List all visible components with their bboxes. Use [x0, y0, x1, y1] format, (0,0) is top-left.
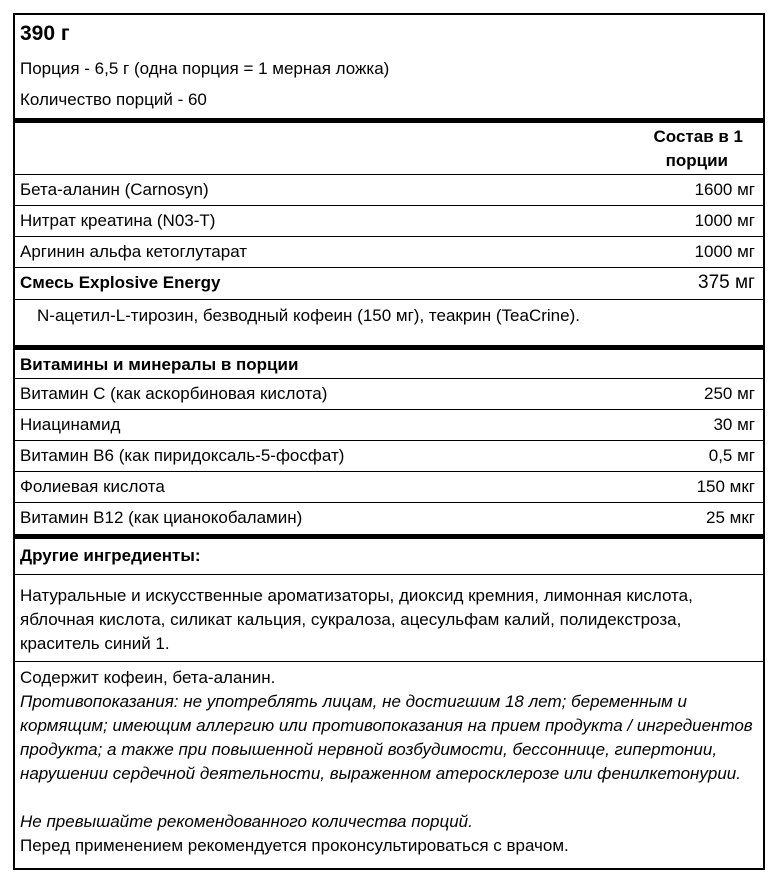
supplement-facts-panel	[13, 13, 765, 870]
ingredient-amount: 1000 мг	[694, 211, 755, 230]
other-ingredients-text: Натуральные и искусственные ароматизаторы, диоксид кремния, лимонная кислота, яблочная кислота, силикат кальция, сукралоза, ацесульфам калий, полидекстроза, краситель синий 1.	[20, 586, 693, 653]
blend-row	[15, 267, 763, 299]
ingredient-amount: 1600 мг	[694, 180, 755, 199]
vitamin-name: Ниацинамид	[20, 415, 121, 434]
vitamin-amount: 250 мг	[704, 384, 755, 403]
warnings-section	[15, 661, 763, 870]
blend-amount: 375 мг	[698, 272, 755, 293]
table-row	[15, 502, 763, 534]
dose-warning: Не превышайте рекомендованного количества порций.	[20, 812, 473, 831]
blend-name: Смесь Explosive Energy	[20, 273, 221, 292]
table-row	[15, 440, 763, 471]
vitamin-name: Витамин С (как аскорбиновая кислота)	[20, 384, 328, 403]
ingredient-name: Бета-аланин (Carnosyn)	[20, 180, 209, 199]
ingredient-amount: 1000 мг	[694, 242, 755, 261]
composition-header	[15, 118, 763, 174]
contraindications-text: Противопоказания: не употреблять лицам, не достигшим 18 лет; беременным и кормящим; имеющим аллергию или противопоказания на прием продукта / ингредиентов продукта; а также при повышенной нервной возбудимости, бессоннице, гипертонии, нарушении сердечной деятельности, выраженном атеросклерозе или фенилкетонурии.	[20, 692, 753, 783]
vitamins-header	[15, 345, 763, 378]
net-weight: 390 г	[20, 22, 70, 45]
blend-components: N-ацетил-L-тирозин, безводный кофеин (150 мг), теакрин (TeaCrine).	[37, 306, 580, 325]
vitamin-name: Витамин В12 (как цианокобаламин)	[20, 508, 303, 527]
header-section	[15, 15, 763, 118]
vitamin-amount: 0,5 мг	[708, 446, 755, 465]
ingredient-name: Нитрат креатина (N03-T)	[20, 211, 216, 230]
table-row	[15, 205, 763, 236]
table-row	[15, 174, 763, 205]
table-row	[15, 471, 763, 502]
other-ingredients-section	[15, 574, 763, 661]
other-ingredients-header	[15, 534, 763, 574]
vitamin-amount: 30 мг	[713, 415, 755, 434]
vitamin-name: Витамин В6 (как пиридоксаль-5-фосфат)	[20, 446, 345, 465]
table-row	[15, 236, 763, 267]
vitamin-name: Фолиевая кислота	[20, 477, 165, 496]
table-row	[15, 409, 763, 440]
serving-size: Порция - 6,5 г (одна порция = 1 мерная ложка)	[20, 59, 390, 78]
ingredient-name: Аргинин альфа кетоглутарат	[20, 242, 248, 261]
vitamins-title: Витамины и минералы в порции	[20, 355, 299, 374]
vitamin-amount: 150 мкг	[696, 477, 755, 496]
vitamin-amount: 25 мкг	[706, 508, 755, 527]
blend-components-row	[15, 299, 763, 345]
column-header-line1: Состав в 1	[653, 127, 743, 146]
column-header-line2: порции	[665, 151, 728, 170]
contains-statement: Содержит кофеин, бета-аланин.	[20, 668, 276, 687]
servings-count: Количество порций - 60	[20, 90, 207, 109]
consult-doctor: Перед применением рекомендуется проконсультироваться с врачом.	[20, 836, 569, 855]
other-ingredients-title: Другие ингредиенты:	[20, 546, 201, 565]
table-row	[15, 378, 763, 409]
